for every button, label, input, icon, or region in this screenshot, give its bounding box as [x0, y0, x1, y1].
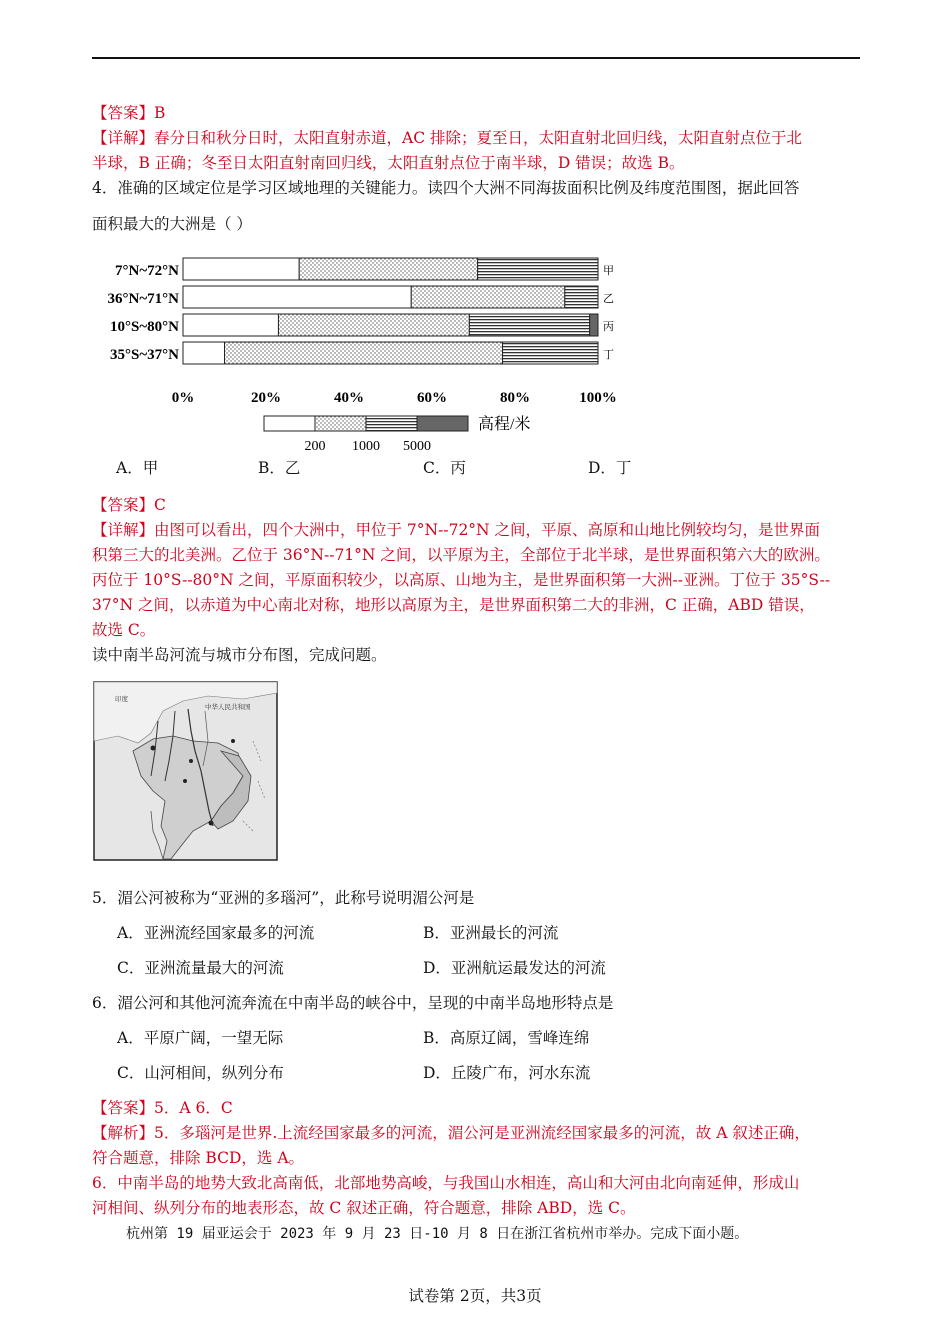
- q4-detail-line1: 【详解】由图可以看出，四个大洲中，甲位于 7°N--72°N 之间，平原、高原和山地比例较均匀，是世界面: [92, 521, 821, 539]
- q5-option-c[interactable]: C．亚洲流量最大的河流: [117, 959, 284, 977]
- q4-detail-line4: 37°N 之间，以赤道为中心南北对称，地形以高原为主，是世界面积第二大的非洲，C 正确，ABD 错误，: [92, 596, 815, 614]
- map-label-india: 印度: [115, 696, 128, 703]
- q6-option-b[interactable]: B．高原辽阔，雪峰连绵: [423, 1029, 590, 1047]
- bar-segment: [183, 314, 278, 336]
- bar-segment: [503, 342, 598, 364]
- legend-label: 200: [304, 439, 326, 450]
- elevation-chart: [88, 250, 648, 450]
- q6-stem: 6．湄公河和其他河流奔流在中南半岛的峡谷中，呈现的中南半岛地形特点是: [92, 994, 614, 1012]
- legend-swatch: [366, 416, 417, 431]
- page-footer: 试卷第 2页，共3页: [408, 1287, 542, 1305]
- bar-segment: [299, 258, 477, 280]
- bar-segment: [478, 258, 598, 280]
- chart-xtick-label: 40%: [334, 390, 364, 406]
- bar-segment: [183, 342, 225, 364]
- chart-row-label: 丙: [603, 321, 614, 333]
- chart-row-label: 乙: [603, 293, 614, 305]
- bar-segment: [225, 342, 503, 364]
- chart-xtick-label: 80%: [500, 390, 530, 406]
- bar-segment: [411, 286, 565, 308]
- q56-analysis-line3: 6．中南半岛的地势大致北高南低，北部地势高峻，与我国山水相连，高山和大河由北向南延伸，形成山: [92, 1174, 800, 1192]
- bar-segment: [183, 258, 299, 280]
- q5-option-b[interactable]: B．亚洲最长的河流: [423, 924, 559, 942]
- q4-detail-line5: 故选 C。: [92, 621, 156, 639]
- q4-stem-line1: 4．准确的区域定位是学习区域地理的关键能力。读四个大洲不同海拔面积比例及纬度范围图，据此回答: [92, 179, 800, 197]
- q3-detail-line2: 半球，B 正确；冬至日太阳直射南回归线，太阳直射点位于南半球，D 错误；故选 B。: [92, 154, 685, 172]
- chart-xtick-label: 0%: [171, 390, 195, 406]
- q56-analysis-line2: 符合题意，排除 BCD，选 A。: [92, 1149, 305, 1167]
- legend-label: 5000: [403, 439, 431, 450]
- bar-segment: [278, 314, 469, 336]
- bar-segment: [469, 314, 589, 336]
- q4-option-d[interactable]: D．丁: [588, 459, 632, 477]
- q4-option-b[interactable]: B．乙: [258, 459, 301, 477]
- legend-label: 1000: [352, 439, 380, 450]
- chart-xtick-label: 20%: [251, 390, 281, 406]
- q56-analysis-line4: 河相间、纵列分布的地表形态，故 C 叙述正确，符合题意，排除 ABD，选 C。: [92, 1199, 636, 1217]
- q5-option-d[interactable]: D．亚洲航运最发达的河流: [423, 959, 606, 977]
- chart-category-label: 35°S~37°N: [110, 347, 179, 363]
- q4-detail-line3: 丙位于 10°S--80°N 之间，平原面积较少，以高原、山地为主，是世界面积第一大洲--亚洲。丁位于 35°S--: [92, 571, 831, 589]
- map-intro: 读中南半岛河流与城市分布图，完成问题。: [92, 646, 387, 664]
- chart-xtick-label: 100%: [579, 390, 617, 406]
- indochina-river-map: [93, 681, 278, 861]
- bar-segment: [590, 314, 598, 336]
- legend-swatch: [417, 416, 468, 431]
- legend-swatch: [264, 416, 315, 431]
- q6-option-a[interactable]: A．平原广阔，一望无际: [117, 1029, 284, 1047]
- q4-option-c[interactable]: C．丙: [423, 459, 466, 477]
- legend-title: 高程/米: [478, 416, 531, 433]
- chart-category-label: 7°N~72°N: [115, 263, 179, 279]
- q6-option-d[interactable]: D．丘陵广布，河水东流: [423, 1064, 591, 1082]
- q5-option-a[interactable]: A．亚洲流经国家最多的河流: [117, 924, 315, 942]
- q4-stem-line2: 面积最大的大洲是（ ）: [92, 215, 252, 233]
- chart-row-label: 丁: [603, 349, 614, 361]
- q3-detail-line1: 【详解】春分日和秋分日时，太阳直射赤道，AC 排除；夏至日，太阳直射北回归线，太阳直射点位于北: [92, 129, 802, 147]
- legend-swatch: [315, 416, 366, 431]
- q4-answer: 【答案】C: [92, 496, 166, 514]
- q56-answer: 【答案】5．A 6．C: [92, 1099, 233, 1117]
- q5-stem: 5．湄公河被称为“亚洲的多瑙河”，此称号说明湄公河是: [92, 889, 475, 907]
- chart-xtick-label: 60%: [417, 390, 447, 406]
- bar-segment: [565, 286, 598, 308]
- q4-detail-line2: 积第三大的北美洲。乙位于 36°N--71°N 之间，以平原为主，全部位于北半球，是世界面积第六大的欧洲。: [92, 546, 830, 564]
- q3-answer: 【答案】B: [92, 104, 166, 122]
- q56-analysis-line1: 【解析】5．多瑙河是世界.上流经国家最多的河流，湄公河是亚洲流经国家最多的河流，故 A 叙述正确，: [92, 1124, 810, 1142]
- bar-segment: [183, 286, 411, 308]
- chart-category-label: 36°N~71°N: [107, 291, 179, 307]
- q4-option-a[interactable]: A．甲: [116, 459, 159, 477]
- next-section-intro: 杭州第 19 届亚运会于 2023 年 9 月 23 日-10 月 8 日在浙江省杭州市举办。完成下面小题。: [126, 1226, 749, 1242]
- q6-option-c[interactable]: C．山河相间，纵列分布: [117, 1064, 284, 1082]
- chart-row-label: 甲: [603, 265, 614, 277]
- header-rule: [92, 57, 860, 59]
- chart-category-label: 10°S~80°N: [110, 319, 179, 335]
- map-label-china: 中华人民共和国: [205, 704, 251, 711]
